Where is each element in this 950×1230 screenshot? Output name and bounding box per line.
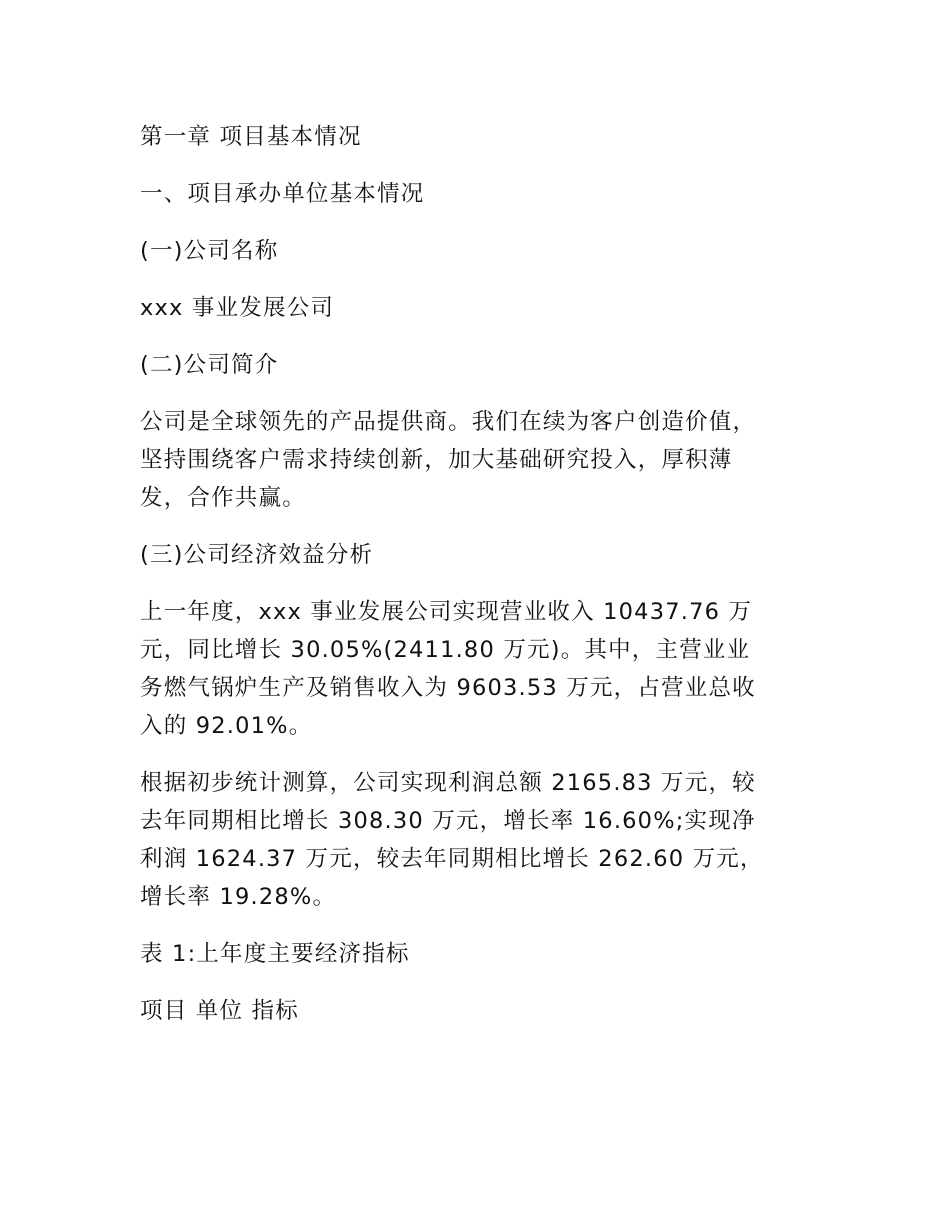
paragraph-line: 坚持围绕客户需求持续创新，加大基础研究投入，厚积薄 bbox=[140, 447, 733, 473]
paragraph-line: 利润 1624.37 万元，较去年同期相比增长 262.60 万元， bbox=[140, 846, 764, 872]
subsection-title-company-intro: (二)公司简介 bbox=[140, 352, 279, 378]
paragraph-line: 公司是全球领先的产品提供商。我们在续为客户创造价值， bbox=[140, 409, 757, 435]
profit-paragraph bbox=[140, 764, 820, 916]
paragraph-line: 增长率 19.28%。 bbox=[140, 884, 337, 910]
revenue-paragraph bbox=[140, 593, 820, 745]
paragraph-line: 发，合作共赢。 bbox=[140, 485, 306, 511]
paragraph-line: 元，同比增长 30.05%(2411.80 万元)。其中，主营业业 bbox=[140, 637, 751, 663]
paragraph-line: 根据初步统计测算，公司实现利润总额 2165.83 万元，较 bbox=[140, 770, 756, 796]
table-header-row: 项目 单位 指标 bbox=[140, 998, 299, 1024]
paragraph-line: 上一年度，xxx 事业发展公司实现营业收入 10437.76 万 bbox=[140, 599, 753, 625]
section-title: 一、项目承办单位基本情况 bbox=[140, 181, 425, 207]
table-caption: 表 1:上年度主要经济指标 bbox=[140, 941, 410, 967]
chapter-title: 第一章 项目基本情况 bbox=[140, 124, 362, 150]
subsection-title-company-name: (一)公司名称 bbox=[140, 238, 279, 264]
paragraph-line: 去年同期相比增长 308.30 万元，增长率 16.60%;实现净 bbox=[140, 808, 756, 834]
paragraph-line: 务燃气锅炉生产及销售收入为 9603.53 万元，占营业总收 bbox=[140, 675, 756, 701]
company-intro-paragraph bbox=[140, 403, 820, 517]
document-content bbox=[140, 118, 820, 1049]
company-name: xxx 事业发展公司 bbox=[140, 295, 335, 321]
subsection-title-economic-analysis: (三)公司经济效益分析 bbox=[140, 542, 374, 568]
paragraph-line: 入的 92.01%。 bbox=[140, 713, 313, 739]
